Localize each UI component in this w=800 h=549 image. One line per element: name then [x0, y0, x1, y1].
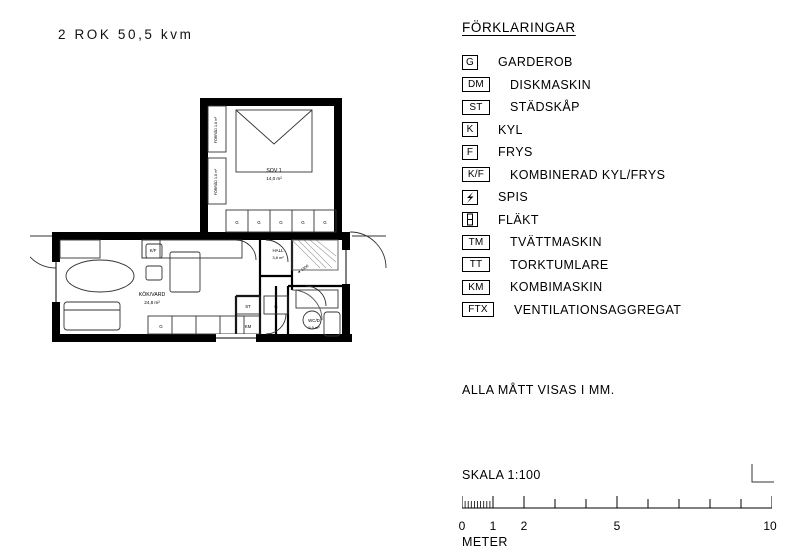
- room-label-wc-area: 5,5 m²: [308, 325, 320, 330]
- scale-tick-labels: [458, 519, 777, 533]
- floorplan-drawing: [30, 90, 410, 380]
- room-label-wc-name: WC/D: [308, 318, 320, 323]
- svg-text:G: G: [279, 220, 283, 225]
- room-label-sov1-name: SOV 1: [266, 168, 282, 174]
- legend-item-kyl: [462, 119, 782, 142]
- room-label-kok-area: 24,8 m²: [144, 300, 160, 305]
- legend-label-frys: FRYS: [498, 145, 533, 160]
- svg-text:G: G: [159, 324, 163, 329]
- room-labels-group: [139, 116, 321, 330]
- scale-tick-0: 0: [458, 519, 466, 533]
- legend-label-ventilationsaggregat: VENTILATIONSAGGREGAT: [514, 302, 682, 317]
- legend-label-kombimaskin: KOMBIMASKIN: [510, 280, 603, 295]
- scale-tick-1: 1: [489, 519, 497, 533]
- scale-tick-5: 5: [613, 519, 621, 533]
- svg-text:ST: ST: [245, 304, 251, 309]
- legend-item-spis: [462, 186, 782, 209]
- legend-item-torktumlare: [462, 254, 782, 277]
- svg-text:G: G: [274, 304, 278, 309]
- room-label-hall-area: 3,8 m²: [272, 255, 284, 260]
- scale-bar: [458, 494, 777, 549]
- legend-symbol-tm: TM: [462, 235, 490, 250]
- scale-tick-2: 2: [520, 519, 528, 533]
- fan-icon: [462, 212, 478, 227]
- legend-symbol-kf: K/F: [462, 167, 490, 182]
- scale-label: SKALA 1:100: [462, 468, 541, 482]
- legend-item-stadskap: [462, 96, 782, 119]
- legend: [462, 20, 782, 321]
- interior-walls-group: [236, 240, 342, 342]
- svg-text:◄ 1300: ◄ 1300: [296, 263, 310, 275]
- legend-label-spis: SPIS: [498, 190, 529, 205]
- legend-symbol-ftx: FTX: [462, 302, 494, 317]
- walls-group: [52, 98, 352, 342]
- legend-label-torktumlare: TORKTUMLARE: [510, 257, 609, 272]
- legend-item-ventilationsaggregat: [462, 299, 782, 322]
- legend-symbol-km: KM: [462, 280, 490, 295]
- legend-symbol-dm: DM: [462, 77, 490, 92]
- room-label-forrad-2: FÖRRÅD 1,8 m²: [214, 168, 218, 196]
- legend-label-kyl: KYL: [498, 122, 523, 137]
- scale-block: [458, 468, 782, 549]
- scale-bar-graphic: [462, 494, 772, 514]
- legend-item-diskmaskin: [462, 74, 782, 97]
- legend-title: FÖRKLARINGAR: [462, 20, 576, 35]
- legend-item-frys: [462, 141, 782, 164]
- legend-symbol-g: G: [462, 55, 478, 70]
- legend-symbol-st: ST: [462, 100, 490, 115]
- stove-icon: [462, 190, 478, 205]
- room-label-forrad-1: FÖRRÅD 1,8 m²: [214, 116, 218, 144]
- svg-text:G: G: [235, 220, 239, 225]
- room-label-hall-name: HALL: [272, 248, 284, 253]
- svg-text:KM: KM: [244, 324, 252, 329]
- units-note: ALLA MÅTT VISAS I MM.: [462, 383, 615, 397]
- north-arrow-icon: [748, 462, 780, 490]
- legend-label-stadskap: STÄDSKÅP: [510, 100, 580, 115]
- dimension-annotation: [296, 264, 309, 275]
- legend-symbol-k: K: [462, 122, 478, 137]
- legend-label-garderob: GARDEROB: [498, 55, 573, 70]
- legend-label-flakt: FLÄKT: [498, 212, 539, 227]
- room-label-kok-name: KÖK/VARD: [138, 292, 166, 298]
- legend-item-flakt: [462, 209, 782, 232]
- windows-group: [52, 250, 350, 342]
- svg-text:G: G: [323, 220, 327, 225]
- legend-item-tvattmaskin: [462, 231, 782, 254]
- legend-label-tvattmaskin: TVÄTTMASKIN: [510, 235, 602, 250]
- legend-label-diskmaskin: DISKMASKIN: [510, 77, 592, 92]
- legend-item-garderob: [462, 51, 782, 74]
- svg-text:G: G: [257, 220, 261, 225]
- svg-text:G: G: [301, 220, 305, 225]
- page-title: 2 ROK 50,5 kvm: [58, 27, 194, 42]
- room-label-sov1-area: 14,0 m²: [266, 176, 282, 181]
- legend-symbol-f: F: [462, 145, 478, 160]
- scale-tick-10: 10: [763, 519, 777, 533]
- legend-symbol-tt: TT: [462, 257, 490, 272]
- scale-unit-label: METER: [462, 535, 508, 549]
- legend-label-kyl-frys: KOMBINERAD KYL/FRYS: [510, 167, 666, 182]
- legend-item-kyl-frys: [462, 164, 782, 187]
- legend-item-kombimaskin: [462, 276, 782, 299]
- svg-text:K/F: K/F: [149, 248, 157, 253]
